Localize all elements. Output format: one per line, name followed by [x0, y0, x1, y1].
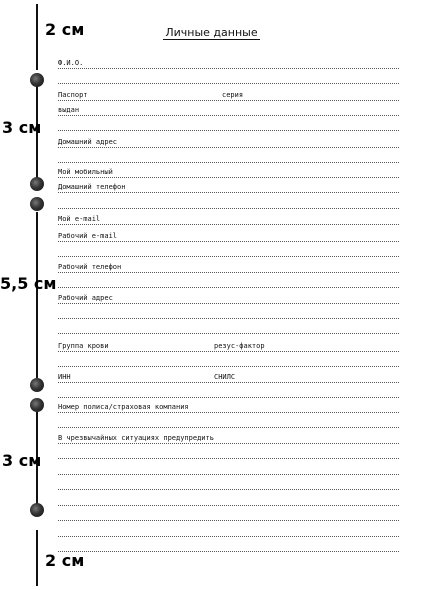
row-blank[interactable]: [58, 386, 399, 398]
underline: [58, 366, 399, 367]
label-home-address: Домашний адрес: [58, 138, 118, 146]
underline: [58, 489, 399, 490]
underline: [58, 224, 399, 225]
underline: [58, 520, 399, 521]
underline: [58, 115, 399, 116]
label-blood-group: Группа крови: [58, 342, 109, 350]
row-blank[interactable]: [58, 151, 399, 163]
page-title: Личные данные: [165, 26, 258, 39]
underline: [58, 147, 399, 148]
underline: [58, 241, 399, 242]
punch-hole-5: [30, 398, 44, 412]
punch-hole-2: [30, 177, 44, 191]
underline: [58, 318, 399, 319]
row-blank[interactable]: [58, 509, 399, 521]
underline: [58, 68, 399, 69]
row-passport[interactable]: [58, 89, 399, 101]
row-blank[interactable]: [58, 307, 399, 319]
row-blank[interactable]: [58, 540, 399, 552]
row-blank[interactable]: [58, 276, 399, 288]
label-work-phone: Рабочий телефон: [58, 263, 122, 271]
label-rhesus: резус-фактор: [214, 342, 265, 350]
punch-hole-1: [30, 73, 44, 87]
row-blank[interactable]: [58, 322, 399, 334]
row-insurance[interactable]: [58, 401, 399, 413]
margin-line-bottom: [36, 530, 38, 586]
underline: [58, 130, 399, 131]
row-issued[interactable]: [58, 104, 399, 116]
underline: [58, 177, 399, 178]
underline: [58, 474, 399, 475]
underline: [58, 287, 399, 288]
label-emergency: В чрезвычайных ситуациях предупредить: [58, 434, 214, 442]
underline: [58, 100, 399, 101]
punch-hole-6: [30, 503, 44, 517]
row-blank[interactable]: [58, 463, 399, 475]
row-work-phone[interactable]: [58, 261, 399, 273]
label-issued: выдан: [58, 106, 80, 114]
row-fio[interactable]: [58, 57, 399, 69]
underline: [58, 536, 399, 537]
underline: [58, 333, 399, 334]
row-mobile[interactable]: [58, 166, 399, 178]
underline: [58, 272, 399, 273]
row-work-email[interactable]: [58, 230, 399, 242]
margin-line-2: [36, 212, 38, 378]
row-email[interactable]: [58, 213, 399, 225]
underline: [58, 505, 399, 506]
row-blank[interactable]: [58, 119, 399, 131]
label-fio: Ф.И.О.: [58, 59, 84, 67]
measure-3: 5,5 см: [0, 274, 57, 293]
underline: [58, 551, 399, 552]
measure-4: 3 см: [2, 451, 42, 470]
label-passport: Паспорт: [58, 91, 88, 99]
measure-top: 2 см: [45, 20, 85, 39]
label-inn: ИНН: [58, 373, 71, 381]
underline: [58, 192, 399, 193]
row-inn[interactable]: [58, 371, 399, 383]
measure-2: 3 см: [2, 118, 42, 137]
row-blank[interactable]: [58, 494, 399, 506]
underline: [58, 397, 399, 398]
underline: [58, 303, 399, 304]
label-home-phone: Домашний телефон: [58, 183, 126, 191]
punch-hole-4: [30, 378, 44, 392]
underline: [58, 412, 399, 413]
label-series: серия: [222, 91, 244, 99]
row-blood-group[interactable]: [58, 340, 399, 352]
row-blank[interactable]: [58, 197, 399, 209]
row-blank[interactable]: [58, 447, 399, 459]
label-email: Мой e-mail: [58, 215, 101, 223]
underline: [58, 351, 399, 352]
page-title-wrap: [0, 26, 423, 39]
underline: [58, 256, 399, 257]
row-emergency[interactable]: [58, 432, 399, 444]
row-blank[interactable]: [58, 245, 399, 257]
underline: [58, 208, 399, 209]
underline: [58, 427, 399, 428]
underline: [58, 443, 399, 444]
row-home-address[interactable]: [58, 136, 399, 148]
row-work-address[interactable]: [58, 292, 399, 304]
measure-bottom: 2 см: [45, 551, 85, 570]
underline: [58, 458, 399, 459]
row-blank[interactable]: [58, 478, 399, 490]
label-mobile: Мой мобильный: [58, 168, 113, 176]
label-snils: СНИЛС: [214, 373, 236, 381]
underline: [58, 162, 399, 163]
row-blank[interactable]: [58, 355, 399, 367]
punch-hole-3: [30, 197, 44, 211]
underline: [58, 382, 399, 383]
label-insurance: Номер полиса/страховая компания: [58, 403, 189, 411]
underline: [58, 83, 399, 84]
row-blank[interactable]: [58, 525, 399, 537]
row-home-phone[interactable]: [58, 181, 399, 193]
row-blank[interactable]: [58, 416, 399, 428]
label-work-email: Рабочий e-mail: [58, 232, 118, 240]
row-blank[interactable]: [58, 72, 399, 84]
label-work-address: Рабочий адрес: [58, 294, 113, 302]
